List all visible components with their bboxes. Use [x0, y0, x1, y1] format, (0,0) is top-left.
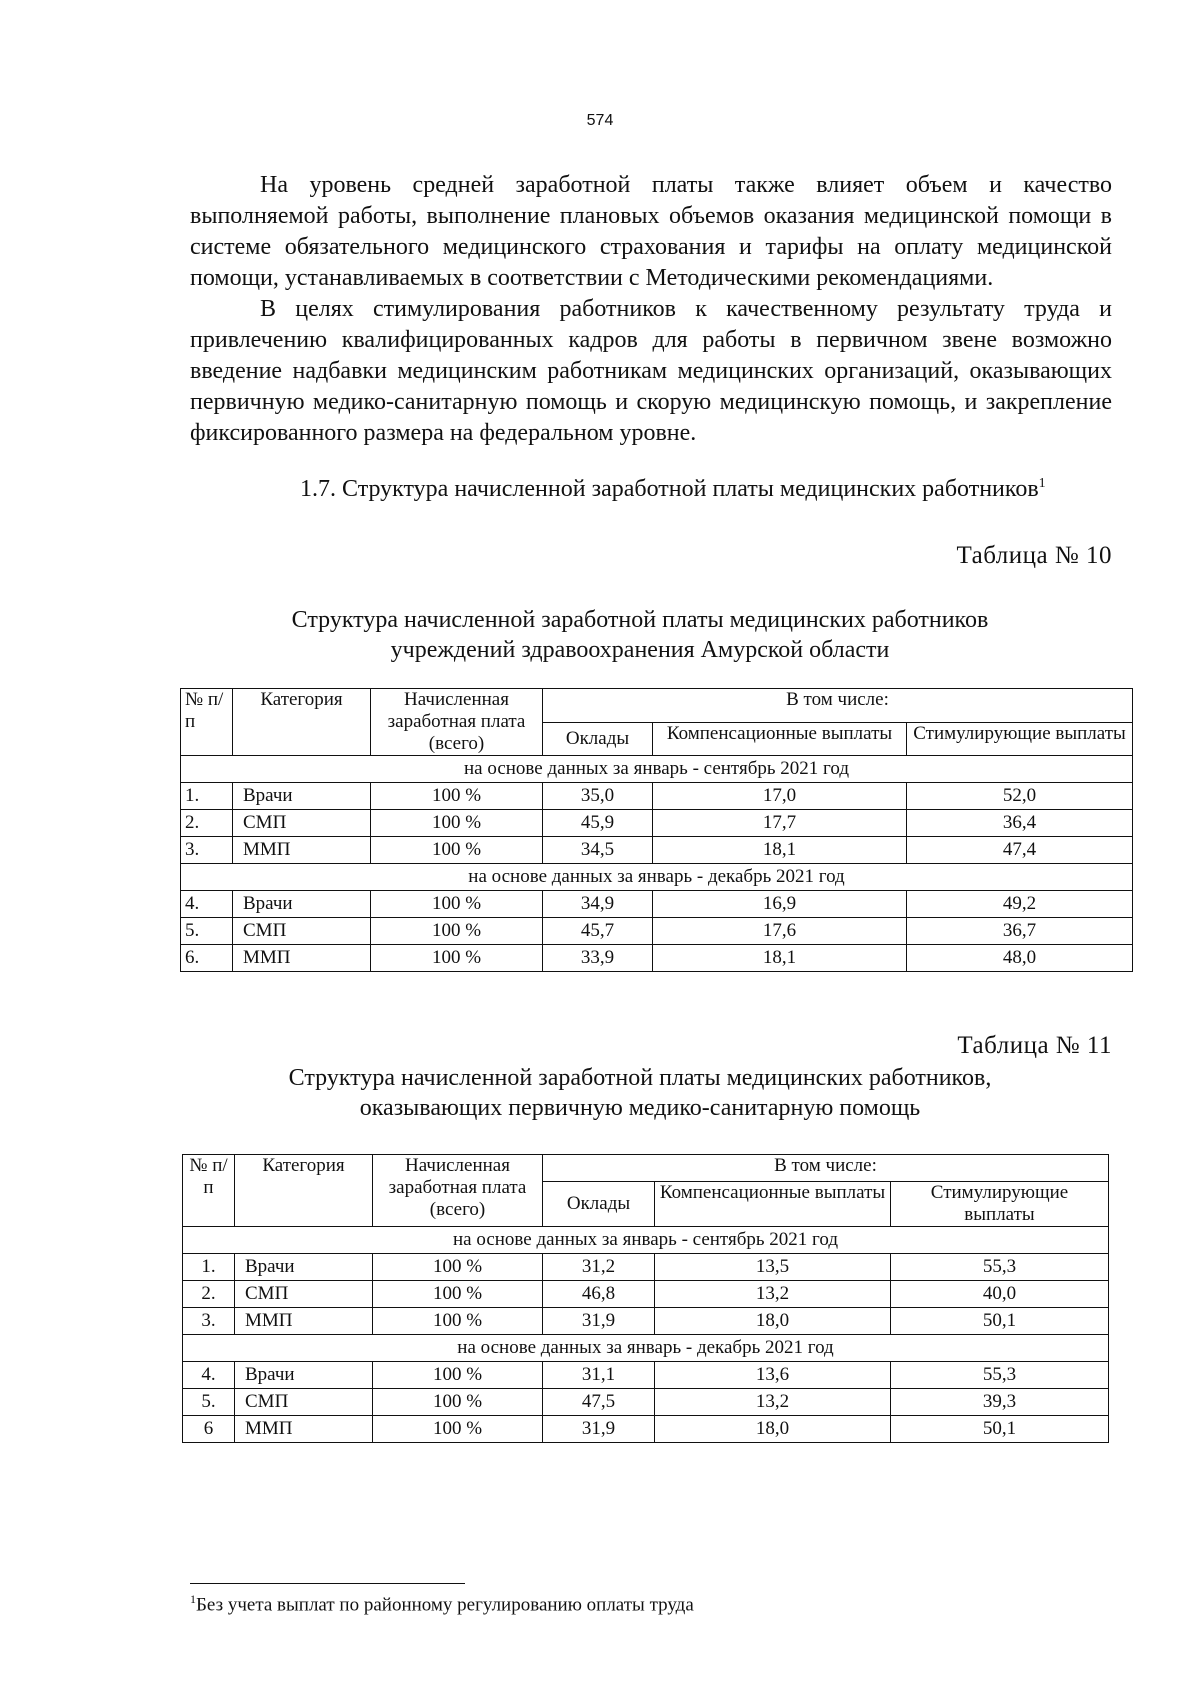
cell-salaries: 31,1 [543, 1362, 655, 1389]
header-total: Начисленная заработная плата (всего) [371, 689, 543, 756]
cell-total: 100 % [371, 945, 543, 972]
cell-incentive: 55,3 [891, 1362, 1109, 1389]
cell-category: Врачи [235, 1254, 373, 1281]
cell-compensation: 17,7 [653, 810, 907, 837]
section-heading-text: 1.7. Структура начисленной заработной платы медицинских работников [300, 476, 1039, 502]
cell-compensation: 18,1 [653, 837, 907, 864]
footnote [190, 1592, 694, 1616]
cell-salaries: 34,5 [543, 837, 653, 864]
header-num: № п/п [181, 689, 233, 756]
footnote-text: Без учета выплат по районному регулированию оплаты труда [196, 1594, 694, 1616]
caption-line: учреждений здравоохранения Амурской области [390, 637, 890, 663]
period-row: на основе данных за январь - сентябрь 2021 год [183, 1227, 1109, 1254]
cell-compensation: 13,2 [655, 1389, 891, 1416]
cell-total: 100 % [373, 1389, 543, 1416]
cell-category: ММП [233, 837, 371, 864]
cell-total: 100 % [371, 891, 543, 918]
cell-total: 100 % [373, 1308, 543, 1335]
table-row [183, 1362, 1109, 1389]
cell-total: 100 % [371, 783, 543, 810]
cell-salaries: 35,0 [543, 783, 653, 810]
table-row [181, 945, 1133, 972]
cell-total: 100 % [373, 1254, 543, 1281]
table-10-caption [200, 605, 1080, 665]
cell-category: СМП [235, 1281, 373, 1308]
caption-line: Структура начисленной заработной платы медицинских работников, [288, 1065, 992, 1091]
cell-category: ММП [235, 1416, 373, 1443]
cell-compensation: 13,6 [655, 1362, 891, 1389]
header-num: № п/п [183, 1155, 235, 1227]
cell-incentive: 39,3 [891, 1389, 1109, 1416]
cell-salaries: 33,9 [543, 945, 653, 972]
table-row [183, 1416, 1109, 1443]
cell-total: 100 % [373, 1416, 543, 1443]
cell-category: СМП [233, 918, 371, 945]
cell-total: 100 % [373, 1281, 543, 1308]
cell-compensation: 17,0 [653, 783, 907, 810]
cell-category: Врачи [233, 891, 371, 918]
table-row [181, 810, 1133, 837]
cell-compensation: 18,0 [655, 1308, 891, 1335]
table-row [183, 1281, 1109, 1308]
table-11 [182, 1154, 1109, 1443]
cell-salaries: 31,2 [543, 1254, 655, 1281]
cell-category: Врачи [233, 783, 371, 810]
header-compensation: Компенсационные выплаты [655, 1182, 891, 1227]
paragraph-text: На уровень средней заработной платы также влияет объем и качество выполняемой работы, выполнение плановых объемов оказания медицинской помощи в системе обязательного медицинского страхования и тарифы на оплату медицинской помощи, устанавливаемых в соответствии с Методическими рекомендациями. [190, 172, 1112, 291]
header-including: В том числе: [543, 1155, 1109, 1182]
footnote-marker: 1 [190, 1592, 196, 1606]
cell-incentive: 36,7 [907, 918, 1133, 945]
cell-compensation: 18,1 [653, 945, 907, 972]
header-incentive: Стимулирующие выплаты [907, 722, 1133, 756]
table-row [183, 1389, 1109, 1416]
cell-compensation: 13,5 [655, 1254, 891, 1281]
cell-num: 4. [181, 891, 233, 918]
cell-incentive: 48,0 [907, 945, 1133, 972]
cell-num: 3. [181, 837, 233, 864]
cell-incentive: 50,1 [891, 1416, 1109, 1443]
paragraph-1 [190, 170, 1112, 294]
cell-num: 6. [181, 945, 233, 972]
page-number: 574 [586, 112, 614, 129]
cell-total: 100 % [373, 1362, 543, 1389]
cell-num: 6 [183, 1416, 235, 1443]
cell-incentive: 55,3 [891, 1254, 1109, 1281]
table-row [183, 1254, 1109, 1281]
table-row [183, 1308, 1109, 1335]
footnote-marker: 1 [1038, 476, 1046, 491]
cell-incentive: 52,0 [907, 783, 1133, 810]
header-compensation: Компенсационные выплаты [653, 722, 907, 756]
cell-total: 100 % [371, 918, 543, 945]
cell-num: 2. [183, 1281, 235, 1308]
cell-incentive: 49,2 [907, 891, 1133, 918]
period-row: на основе данных за январь - сентябрь 2021 год [181, 756, 1133, 783]
cell-num: 1. [183, 1254, 235, 1281]
cell-category: ММП [233, 945, 371, 972]
paragraph-2 [190, 294, 1112, 449]
table-row [181, 918, 1133, 945]
period-row: на основе данных за январь - декабрь 2021 год [181, 864, 1133, 891]
cell-num: 2. [181, 810, 233, 837]
table-10-label: Таблица № 10 [956, 542, 1112, 569]
cell-total: 100 % [371, 837, 543, 864]
table-11-label: Таблица № 11 [957, 1032, 1112, 1059]
cell-salaries: 45,7 [543, 918, 653, 945]
footnote-divider [190, 1583, 465, 1584]
cell-salaries: 31,9 [543, 1416, 655, 1443]
table-10 [180, 688, 1133, 972]
header-including: В том числе: [543, 689, 1133, 723]
cell-salaries: 31,9 [543, 1308, 655, 1335]
caption-line: Структура начисленной заработной платы медицинских работников [291, 607, 989, 633]
cell-compensation: 18,0 [655, 1416, 891, 1443]
cell-num: 4. [183, 1362, 235, 1389]
cell-num: 3. [183, 1308, 235, 1335]
table-row [181, 837, 1133, 864]
cell-category: СМП [235, 1389, 373, 1416]
header-total: Начисленная заработная плата (всего) [373, 1155, 543, 1227]
header-category: Категория [235, 1155, 373, 1227]
cell-category: Врачи [235, 1362, 373, 1389]
cell-num: 1. [181, 783, 233, 810]
header-incentive: Стимулирующие выплаты [891, 1182, 1109, 1227]
header-category: Категория [233, 689, 371, 756]
cell-salaries: 47,5 [543, 1389, 655, 1416]
cell-incentive: 40,0 [891, 1281, 1109, 1308]
cell-incentive: 47,4 [907, 837, 1133, 864]
cell-compensation: 13,2 [655, 1281, 891, 1308]
cell-incentive: 50,1 [891, 1308, 1109, 1335]
paragraph-text: В целях стимулирования работников к качественному результату труда и привлечению квалифицированных кадров для работы в первичном звене возможно введение надбавки медицинским работникам медицинских организаций, оказывающих первичную медико-санитарную помощь и скорую медицинскую помощь, и закрепление фиксированного размера на федеральном уровне. [190, 296, 1112, 446]
table-row [181, 783, 1133, 810]
cell-salaries: 34,9 [543, 891, 653, 918]
cell-compensation: 17,6 [653, 918, 907, 945]
cell-salaries: 45,9 [543, 810, 653, 837]
caption-line: оказывающих первичную медико-санитарную помощь [359, 1095, 921, 1121]
table-row [181, 891, 1133, 918]
cell-compensation: 16,9 [653, 891, 907, 918]
section-heading [300, 476, 1046, 503]
cell-num: 5. [181, 918, 233, 945]
cell-category: СМП [233, 810, 371, 837]
cell-salaries: 46,8 [543, 1281, 655, 1308]
table-11-caption [200, 1063, 1080, 1123]
cell-num: 5. [183, 1389, 235, 1416]
cell-incentive: 36,4 [907, 810, 1133, 837]
header-salaries: Оклады [543, 1182, 655, 1227]
cell-category: ММП [235, 1308, 373, 1335]
period-row: на основе данных за январь - декабрь 2021 год [183, 1335, 1109, 1362]
header-salaries: Оклады [543, 722, 653, 756]
cell-total: 100 % [371, 810, 543, 837]
